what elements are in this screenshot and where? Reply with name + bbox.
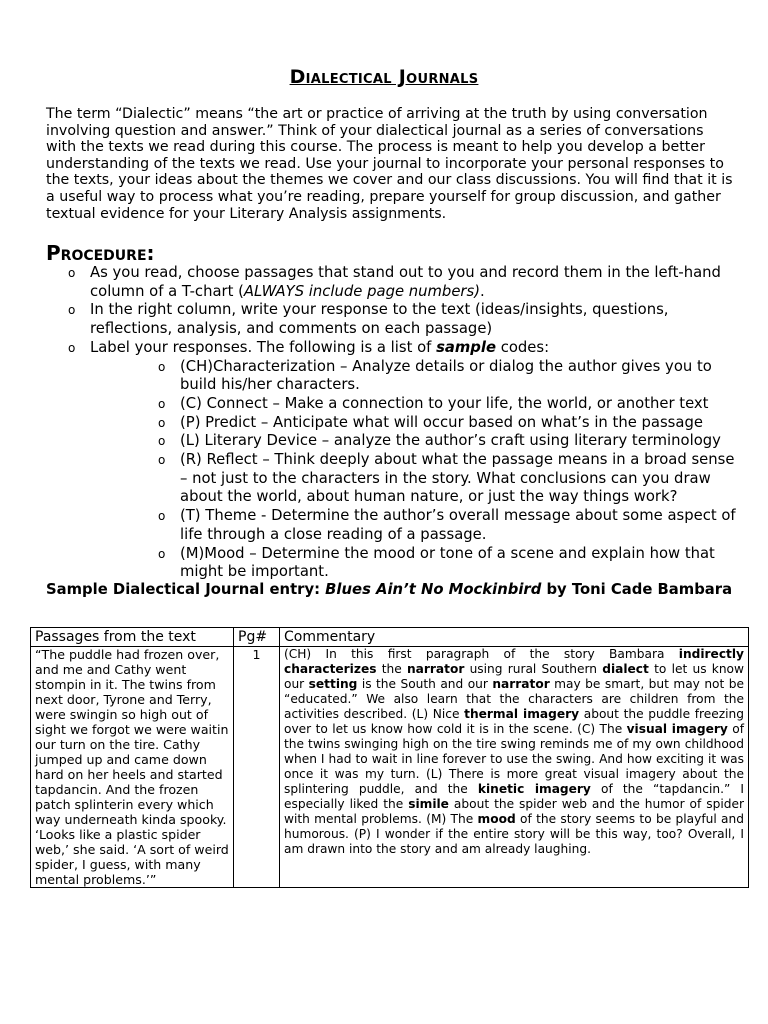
- commentary-term: kinetic imagery: [477, 782, 591, 796]
- bullet-icon: o: [158, 359, 166, 374]
- procedure-item-text: Label your responses. The following is a list of: [90, 338, 437, 356]
- code-item-text: (R) Reflect – Think deeply about what the passage means in a broad sense – not just to the characters in the story. What conclusions can you draw about the world, about human nature, or just the way things work?: [180, 451, 735, 506]
- passage-cell: “The puddle had frozen over, and me and Cathy went stompin in it. The twins from next door, Tyrone and Terry, were swingin so high out of sight we forgot we were waitin our turn on the tire. Cathy jumped up and came down hard on her heels and started tapdancin. And the frozen patch splinterin every which way underneath kinda spooky. ‘Looks like a plastic spider web,’ she said. ‘A sort of weird spider, I guess, with many mental problems.’”: [31, 647, 234, 888]
- code-item-text: (T) Theme - Determine the author’s overall message about some aspect of life through a close reading of a passage.: [180, 507, 736, 543]
- bullet-icon: o: [158, 453, 166, 468]
- header-page: Pg#: [234, 628, 280, 647]
- intro-text: The term “Dialectic” means “the art or practice of arriving at the truth by using conversation involving question and answer.” Think of your dialectical journal as a series of conversations with the texts we read during this course. The process is meant to help you develop a better understanding of the texts we read. Use your journal to incorporate your personal responses to the texts, your ideas about the themes we cover and our class discussions. You will find that it is a useful way to process what you’re reading, prepare yourself for group discussion, and gather textual evidence for your Literary Analysis assignments.: [46, 106, 733, 222]
- commentary-term: indirectly characterizes: [284, 647, 744, 676]
- commentary-term: simile: [408, 797, 449, 811]
- code-item: [136, 395, 736, 414]
- commentary-term: setting: [308, 677, 358, 691]
- commentary-text: of the story seems to be playful and humorous. (P) I wonder if the entire story will be this way, too? Overall, I am drawn into the story and am already laughing.: [284, 812, 744, 856]
- procedure-item: [46, 264, 736, 301]
- code-item: [136, 432, 736, 451]
- code-item-text: (L) Literary Device – analyze the author’s craft using literary terminology: [180, 432, 721, 450]
- procedure-item-end: .: [480, 282, 485, 300]
- commentary-text: of the twins swinging high on the tire swing reminds me of my own childhood when I had to wait in line forever to use the swing. And how exciting it was once it was my turn. (L) There is more great visual imagery about the splintering puddle, and the: [284, 722, 744, 796]
- journal-table: [30, 627, 749, 888]
- procedure-item-text: In the right column, write your response to the text (ideas/insights, questions, reflections, analysis, and comments on each passage): [90, 301, 669, 338]
- table-row: [31, 647, 749, 888]
- commentary-text: (CH) In this first paragraph of the story Bambara: [284, 647, 679, 661]
- procedure-heading: Procedure:: [46, 241, 155, 265]
- procedure-item: [46, 339, 736, 582]
- code-item: [136, 414, 736, 433]
- procedure-item-emphasis: ALWAYS include page numbers): [243, 282, 480, 300]
- commentary-text: using rural Southern: [464, 662, 603, 676]
- commentary-text: may be smart, but may not be “educated.” We also learn that the characters are children from the activities described. (L) Nice: [284, 677, 744, 721]
- commentary-text: is the South and our: [357, 677, 493, 691]
- procedure-item-emphasis: sample: [436, 338, 496, 356]
- commentary-text: to let us know our: [284, 662, 744, 691]
- page-number-cell: 1: [234, 647, 280, 888]
- commentary-term: visual imagery: [626, 722, 728, 736]
- sample-author: by Toni Cade Bambara: [541, 581, 733, 598]
- code-item-text: (M)Mood – Determine the mood or tone of a scene and explain how that might be important.: [180, 544, 715, 581]
- intro-paragraph: [46, 106, 736, 222]
- commentary-term: mood: [477, 812, 516, 826]
- sample-heading: [46, 580, 736, 599]
- header-commentary: Commentary: [280, 628, 749, 647]
- bullet-icon: o: [158, 415, 166, 430]
- code-list: [136, 358, 736, 582]
- code-item: [136, 358, 736, 395]
- code-item: [136, 507, 736, 544]
- code-item-text: (C) Connect – Make a connection to your life, the world, or another text: [180, 394, 709, 412]
- bullet-icon: o: [158, 546, 166, 561]
- commentary-text: about the spider web and the humor of spider with mental problems. (M) The: [284, 797, 744, 826]
- procedure-item: [46, 301, 736, 338]
- code-item: [136, 545, 736, 582]
- bullet-icon: o: [68, 303, 76, 318]
- bullet-icon: o: [158, 434, 166, 449]
- commentary-cell: [280, 647, 749, 888]
- page-title: Dialectical Journals: [289, 66, 479, 88]
- bullet-icon: o: [68, 340, 76, 355]
- commentary-term: narrator: [406, 662, 465, 676]
- bullet-icon: o: [158, 396, 166, 411]
- bullet-icon: o: [68, 266, 76, 280]
- procedure-item-end: codes:: [496, 338, 550, 356]
- commentary-text: the: [376, 662, 407, 676]
- code-item-text: (CH)Characterization – Analyze details or dialog the author gives you to build his/her characters.: [180, 357, 712, 394]
- commentary-term: thermal imagery: [464, 707, 580, 721]
- commentary-text: about the puddle freezing over to let us know how cold it is in the scene. (C) The: [284, 707, 744, 736]
- commentary-text: of the “tapdancin.” I especially liked the: [284, 782, 744, 811]
- code-item-text: (P) Predict – Anticipate what will occur based on what’s in the passage: [180, 413, 703, 431]
- sample-label: Sample Dialectical Journal entry:: [46, 581, 326, 598]
- sample-book-title: Blues Ain’t No Mockinbird: [325, 581, 542, 598]
- commentary-term: narrator: [492, 677, 550, 691]
- table-header-row: [31, 628, 749, 647]
- code-item: [136, 451, 736, 507]
- header-passages: Passages from the text: [31, 628, 234, 647]
- procedure-list: [46, 264, 736, 582]
- commentary-term: dialect: [602, 662, 649, 676]
- bullet-icon: o: [158, 509, 166, 524]
- procedure-item-text: As you read, choose passages that stand out to you and record them in the left-hand column of a T-chart (: [90, 264, 721, 300]
